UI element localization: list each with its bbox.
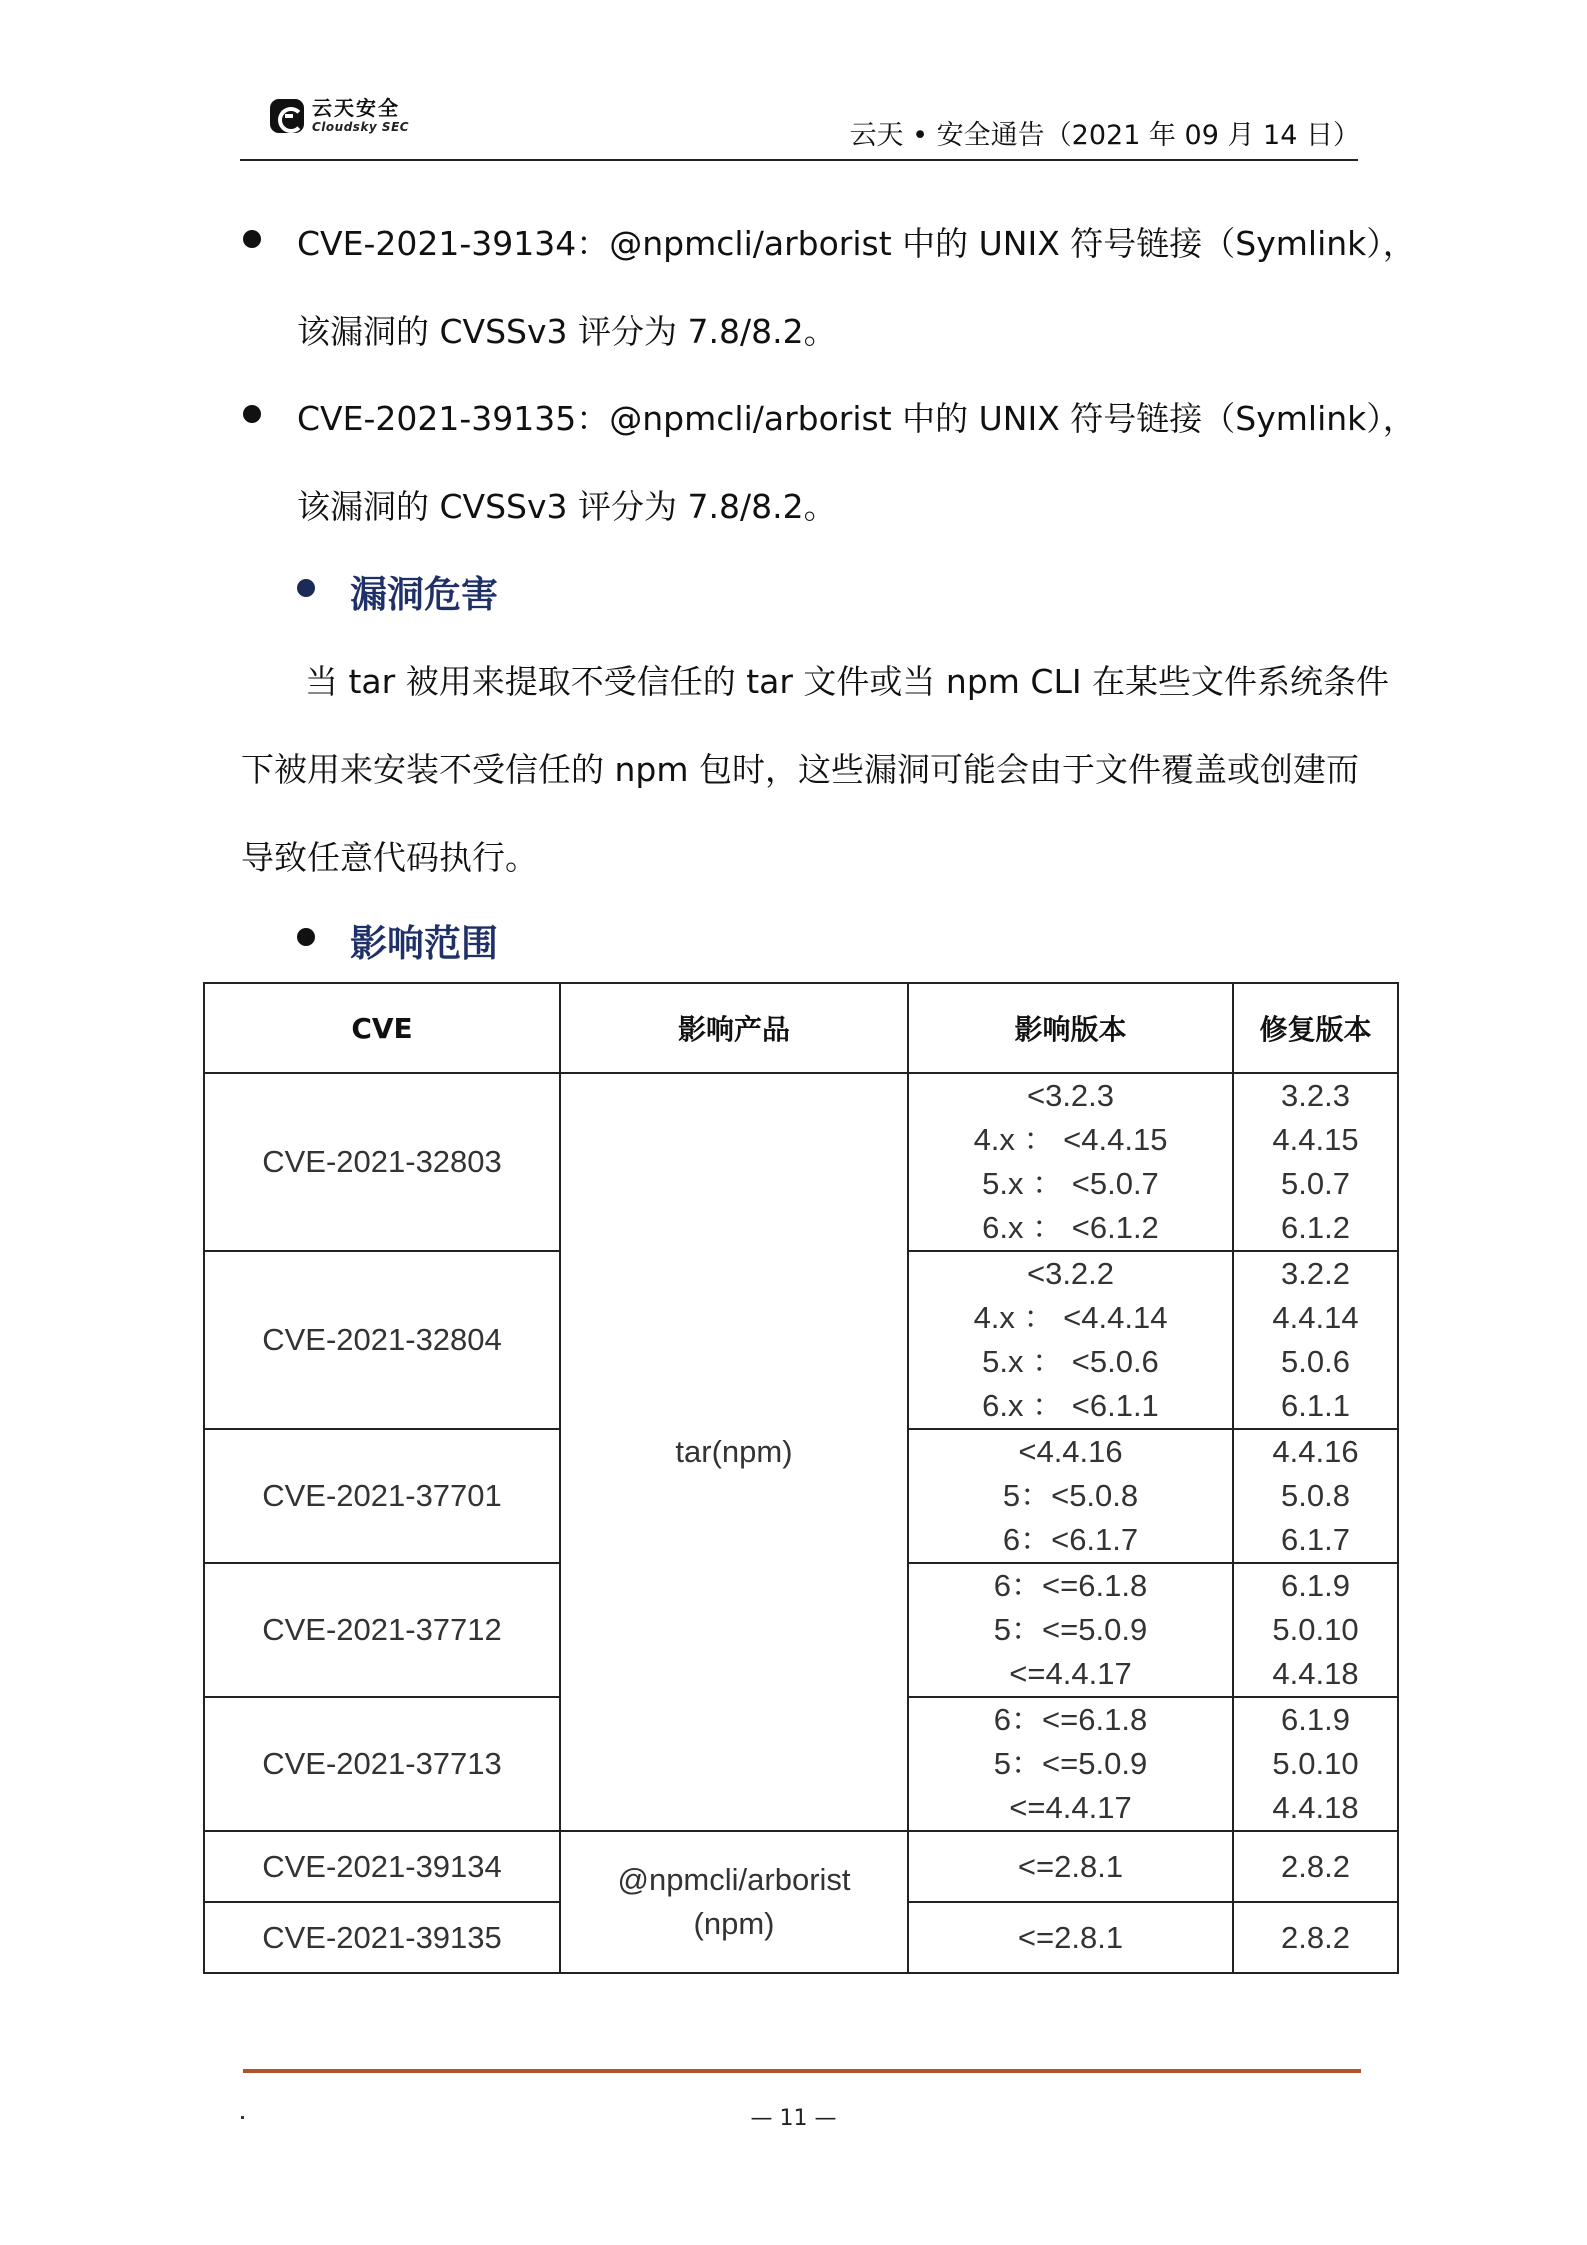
- product-name: @npmcli/arborist: [617, 1862, 851, 1897]
- page-number: — 11 —: [750, 2106, 837, 2131]
- fixed-versions: [1233, 1073, 1398, 1251]
- logo-name-en: Cloudsky SEC: [312, 120, 410, 134]
- version: <=4.4.17: [1009, 1790, 1132, 1825]
- table-row: [204, 1831, 1398, 1902]
- version: 6.x ： <6.1.1: [982, 1388, 1159, 1423]
- version: 3.2.2: [1281, 1256, 1350, 1291]
- version: 5.0.7: [1281, 1166, 1350, 1201]
- affected-versions: [908, 1251, 1233, 1429]
- version: 4.4.18: [1272, 1790, 1359, 1825]
- version: 6.1.9: [1281, 1702, 1350, 1737]
- version: 6：<=6.1.8: [993, 1568, 1148, 1603]
- fixed-versions: [1233, 1563, 1398, 1697]
- version: 6.1.7: [1281, 1522, 1350, 1557]
- cve-id: CVE-2021-32804: [204, 1251, 560, 1429]
- section-bullet-icon: [297, 579, 315, 597]
- version: 6.1.9: [1281, 1568, 1350, 1603]
- version: 5.x ： <5.0.6: [982, 1344, 1159, 1379]
- version: 6.x ： <6.1.2: [982, 1210, 1159, 1245]
- cloudsky-logo-icon: [270, 99, 304, 133]
- fixed-versions: 2.8.2: [1233, 1831, 1398, 1902]
- paragraph-line: 导致任意代码执行。: [241, 838, 538, 877]
- version: 5.0.10: [1272, 1612, 1359, 1647]
- paragraph-line: 当 tar 被用来提取不受信任的 tar 文件或当 npm CLI 在某些文件系统条件: [305, 662, 1390, 701]
- version: 6.1.1: [1281, 1388, 1350, 1423]
- bullet-text: CVE-2021-39135：@npmcli/arborist 中的 UNIX 符号链接（Symlink），: [297, 399, 1416, 438]
- version: 6：<=6.1.8: [993, 1702, 1148, 1737]
- header-product: 影响产品: [560, 983, 908, 1073]
- footer-divider: [243, 2069, 1361, 2073]
- version: 5.0.8: [1281, 1478, 1350, 1513]
- cve-id: CVE-2021-39134: [204, 1831, 560, 1902]
- bullet-text: CVE-2021-39134：@npmcli/arborist 中的 UNIX 符号链接（Symlink），: [297, 224, 1416, 263]
- bullet-text-continued: 该漏洞的 CVSSv3 评分为 7.8/8.2。: [297, 487, 837, 526]
- section-heading-harm: 漏洞危害: [350, 573, 498, 616]
- version: 5：<5.0.8: [1002, 1478, 1139, 1513]
- header-affected-version: 影响版本: [908, 983, 1233, 1073]
- fixed-versions: [1233, 1697, 1398, 1831]
- section-bullet-icon: [297, 928, 315, 946]
- affected-versions: [908, 1429, 1233, 1563]
- header-divider: [240, 159, 1358, 161]
- product-cell: tar(npm): [560, 1073, 908, 1831]
- version: 4.4.15: [1272, 1122, 1359, 1157]
- version: 5.0.6: [1281, 1344, 1350, 1379]
- fixed-versions: [1233, 1251, 1398, 1429]
- affected-versions: [908, 1697, 1233, 1831]
- fixed-versions: 2.8.2: [1233, 1902, 1398, 1973]
- paragraph-line: 下被用来安装不受信任的 npm 包时，这些漏洞可能会由于文件覆盖或创建而: [241, 750, 1359, 789]
- version: 6：<6.1.7: [1002, 1522, 1139, 1557]
- affected-versions: <=2.8.1: [908, 1831, 1233, 1902]
- version: <3.2.2: [1026, 1256, 1115, 1291]
- affected-versions: [908, 1073, 1233, 1251]
- bullet-icon: [243, 230, 261, 248]
- table-header-row: [204, 983, 1398, 1073]
- cve-id: CVE-2021-37701: [204, 1429, 560, 1563]
- cve-id: CVE-2021-37712: [204, 1563, 560, 1697]
- version: <4.4.16: [1018, 1434, 1123, 1469]
- affected-versions: [908, 1563, 1233, 1697]
- cve-id: CVE-2021-39135: [204, 1902, 560, 1973]
- version: 4.4.16: [1272, 1434, 1359, 1469]
- table-row: [204, 1073, 1398, 1251]
- product-name: (npm): [693, 1906, 775, 1941]
- version: 4.4.14: [1272, 1300, 1359, 1335]
- version: 6.1.2: [1281, 1210, 1350, 1245]
- version: 4.x ： <4.4.15: [973, 1122, 1168, 1157]
- version: 5.x ： <5.0.7: [982, 1166, 1159, 1201]
- header-cve: CVE: [204, 983, 560, 1073]
- version: 3.2.3: [1281, 1078, 1350, 1113]
- header-fixed-version: 修复版本: [1233, 983, 1398, 1073]
- version: <3.2.3: [1026, 1078, 1115, 1113]
- document-title: 云天 • 安全通告（2021 年 09 月 14 日）: [849, 120, 1360, 151]
- version: 5：<=5.0.9: [993, 1612, 1148, 1647]
- fixed-versions: [1233, 1429, 1398, 1563]
- bullet-icon: [243, 405, 261, 423]
- product-cell: [560, 1831, 908, 1973]
- section-heading-scope: 影响范围: [350, 922, 498, 965]
- affected-versions: <=2.8.1: [908, 1902, 1233, 1973]
- bullet-text-continued: 该漏洞的 CVSSv3 评分为 7.8/8.2。: [297, 312, 837, 351]
- logo-name-cn: 云天安全: [312, 96, 400, 120]
- logo: [270, 98, 409, 133]
- version: 4.4.18: [1272, 1656, 1359, 1691]
- version: 5.0.10: [1272, 1746, 1359, 1781]
- affected-versions-table: [203, 982, 1399, 1974]
- version: 5：<=5.0.9: [993, 1746, 1148, 1781]
- version: <=4.4.17: [1009, 1656, 1132, 1691]
- cve-id: CVE-2021-37713: [204, 1697, 560, 1831]
- cve-id: CVE-2021-32803: [204, 1073, 560, 1251]
- version: 4.x ： <4.4.14: [973, 1300, 1168, 1335]
